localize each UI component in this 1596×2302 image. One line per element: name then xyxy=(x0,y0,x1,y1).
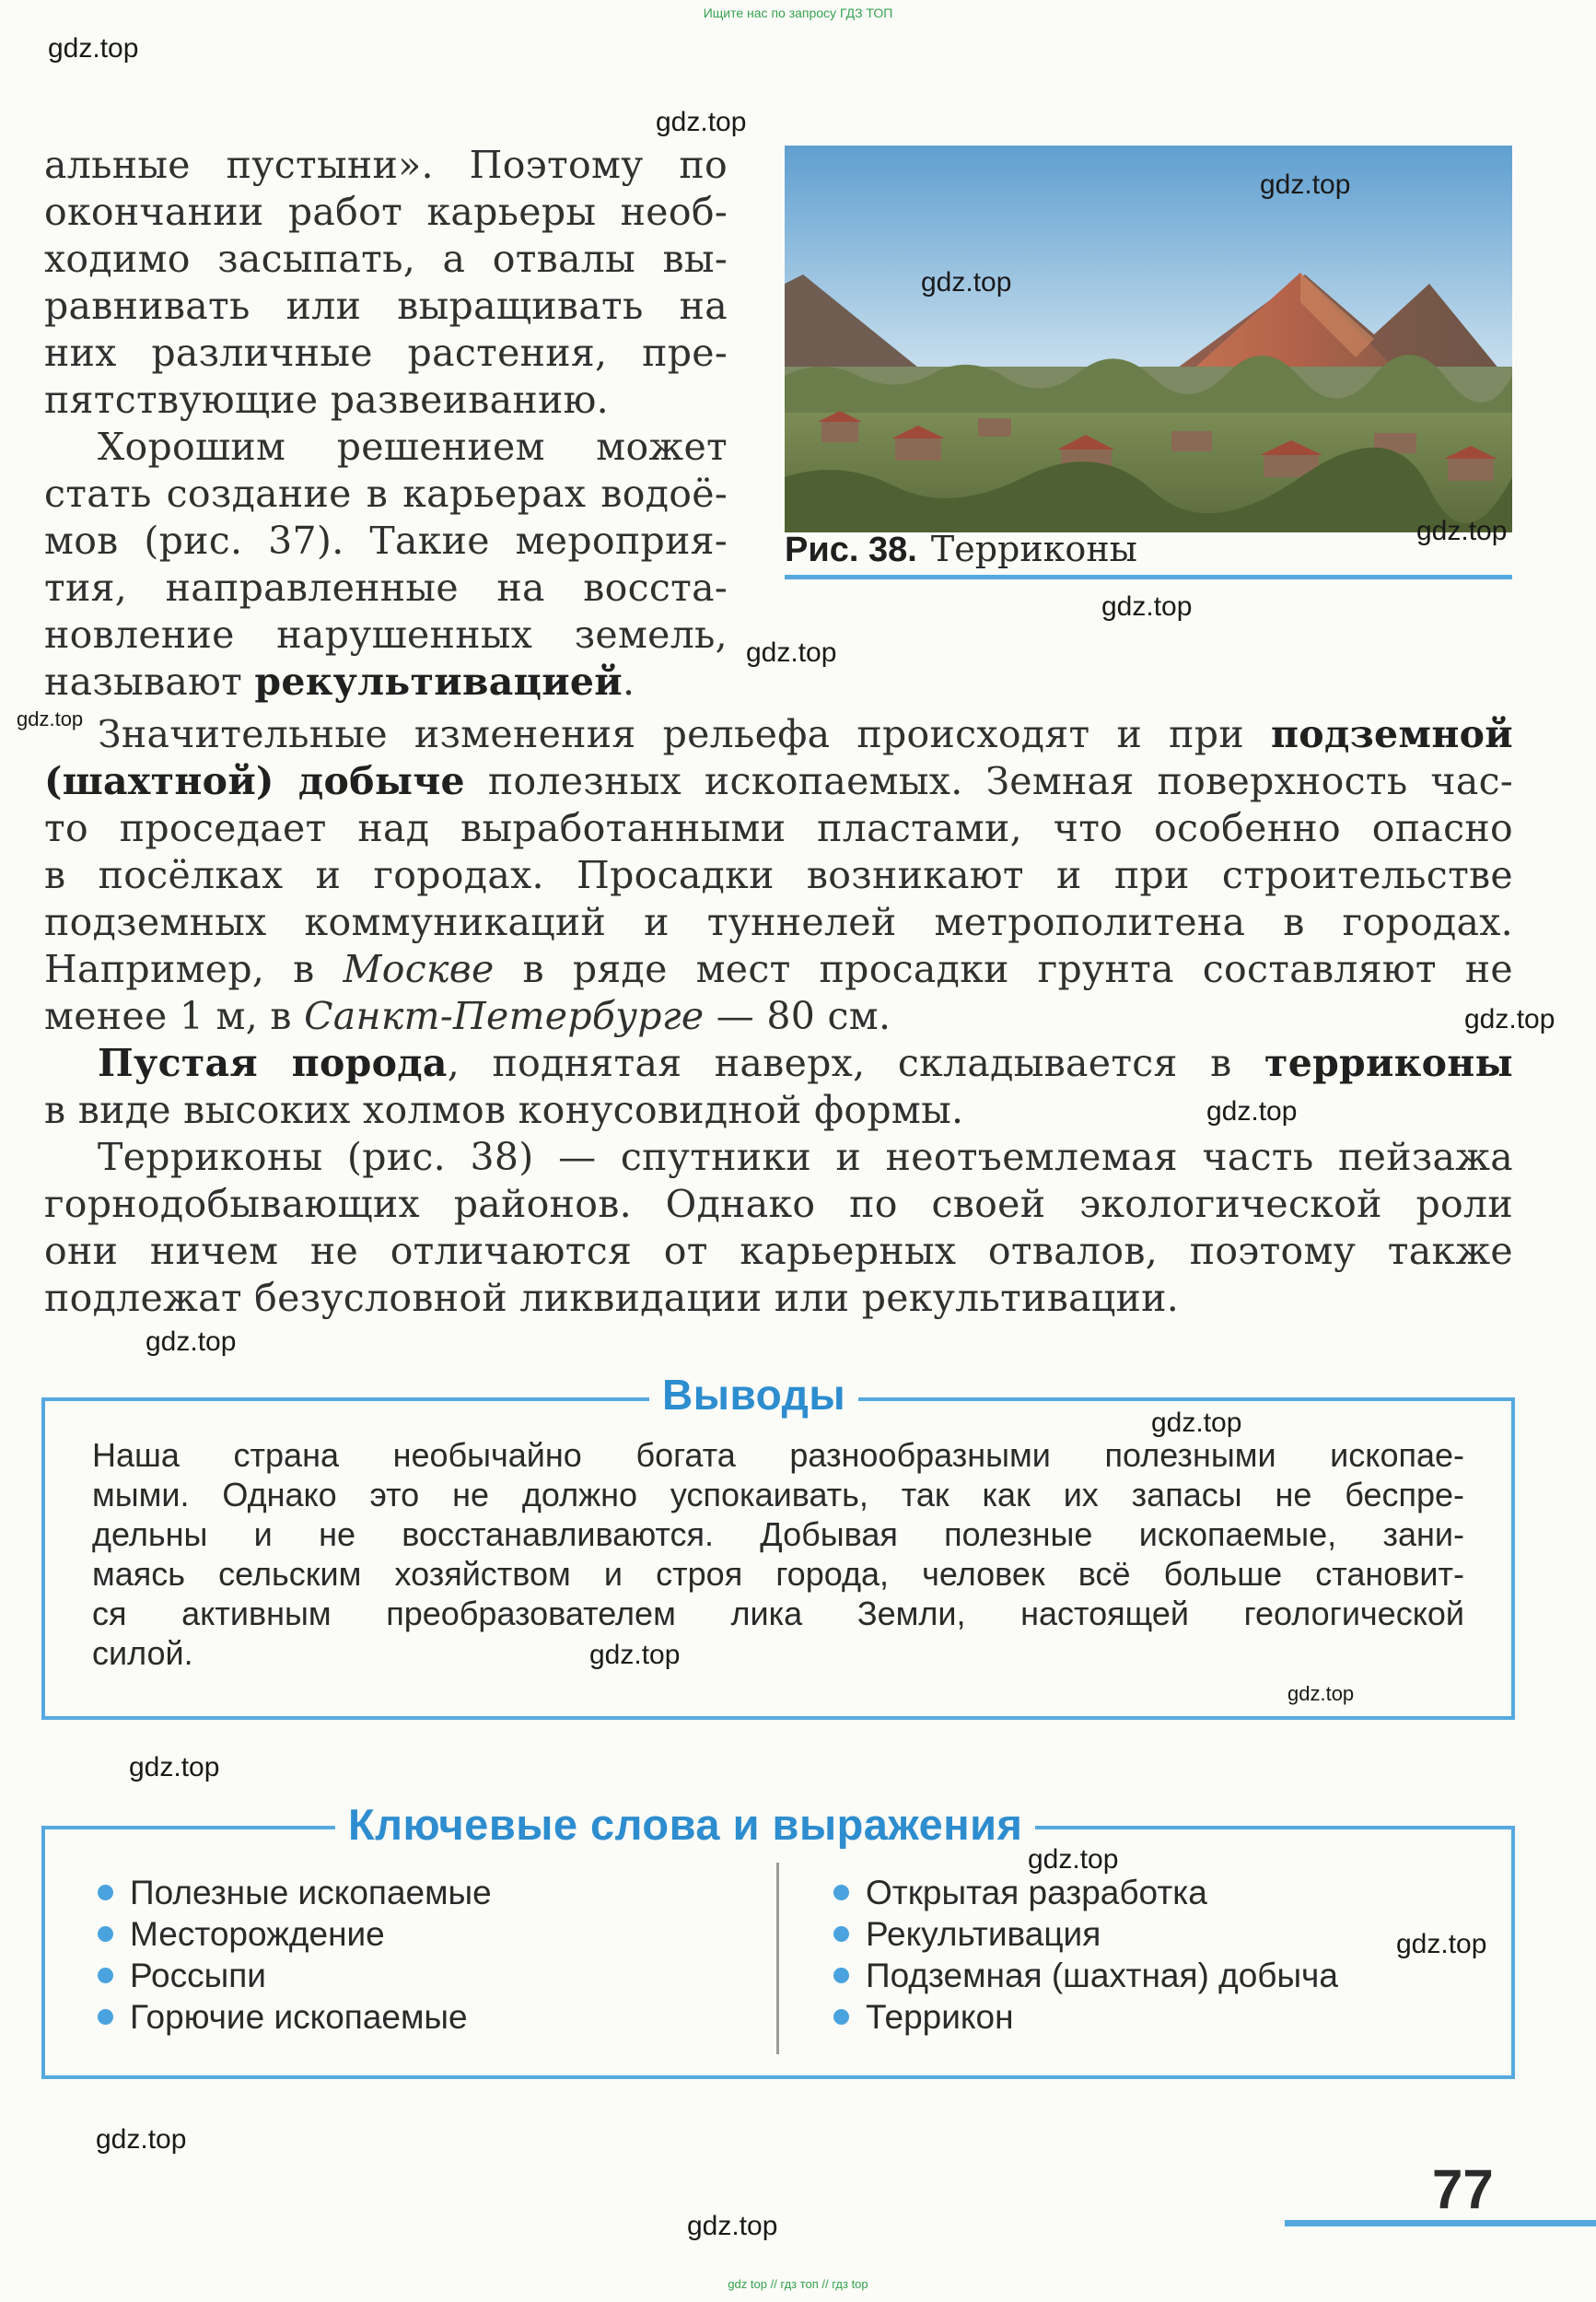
watermark: gdz.top xyxy=(1287,1682,1355,1705)
text-fragment: Например, в xyxy=(44,947,344,991)
text-line: тия, направленные на восста- xyxy=(44,566,728,610)
watermark: gdz.top xyxy=(1416,516,1508,546)
caption-underline xyxy=(785,575,1512,579)
bullet-icon xyxy=(98,1926,113,1942)
text-line: мов (рис. 37). Такие мероприя- xyxy=(44,519,728,563)
terricons-photo xyxy=(785,146,1512,532)
text-line xyxy=(44,659,728,706)
figure-caption xyxy=(785,523,1512,580)
terricons-illustration xyxy=(785,146,1512,532)
conclusions-title: Выводы xyxy=(649,1369,858,1420)
text-line: они ничем не отличаются от карьерных отвалов, поэтому также xyxy=(44,1229,1513,1273)
body-text-main xyxy=(44,711,1513,1322)
city-moscow: Москве xyxy=(343,947,495,991)
conclusion-line: силой. xyxy=(92,1634,193,1672)
watermark: gdz.top xyxy=(746,637,837,668)
watermark: gdz.top xyxy=(1028,1844,1119,1875)
conclusion-line: Наша страна необычайно богата разнообразными полезными ископае- xyxy=(92,1436,1464,1474)
keyword-item xyxy=(833,1996,1338,2038)
text-line: окончании работ карьеры необ- xyxy=(44,190,728,234)
text-line xyxy=(44,993,1513,1040)
keyword-item xyxy=(98,1996,492,2038)
term-mine-extraction: (шахтной) добыче xyxy=(44,759,465,803)
text-line xyxy=(44,758,1513,805)
watermark: gdz.top xyxy=(48,33,139,64)
text-line: новление нарушенных земель, xyxy=(44,613,728,657)
conclusion-line: мыми. Однако это не должно успокаивать, так как их запасы не беспре- xyxy=(92,1476,1464,1513)
text-line: альные пустыни». Поэтому по xyxy=(44,143,728,187)
watermark: gdz.top xyxy=(1396,1929,1487,1959)
term-terricons: терриконы xyxy=(1264,1041,1514,1085)
bullet-icon xyxy=(833,1968,849,1983)
page-number-bar xyxy=(1285,2220,1596,2226)
page-number: 77 xyxy=(1432,2158,1494,2220)
keyword-text: Россыпи xyxy=(130,1957,266,1994)
text-fragment: . xyxy=(623,660,635,704)
bottom-note: gdz top // гдз топ // гдз top xyxy=(728,2277,868,2291)
watermark: gdz.top xyxy=(656,107,747,137)
text-fragment: называют xyxy=(44,660,255,704)
term-waste-rock: Пустая порода xyxy=(98,1041,448,1085)
keyword-text: Месторождение xyxy=(130,1915,385,1953)
text-line xyxy=(44,946,1513,993)
watermark: gdz.top xyxy=(129,1752,220,1782)
text-line: подземных коммуникаций и туннелей метрополитена в городах. xyxy=(44,900,1513,944)
keyword-text: Подземная (шахтная) добыча xyxy=(866,1957,1338,1994)
keywords-left xyxy=(98,1872,492,2038)
text-line: подлежат безусловной ликвидации или рекультивации. xyxy=(44,1276,1180,1320)
bullet-icon xyxy=(98,1968,113,1983)
conclusion-line: дельны и не восстанавливаются. Добывая полезные ископаемые, зани- xyxy=(92,1515,1464,1553)
top-note: Ищите нас по запросу ГДЗ ТОП xyxy=(703,6,893,20)
text-line: пятствующие развеиванию. xyxy=(44,378,609,422)
keyword-text: Террикон xyxy=(866,1998,1014,2036)
keyword-item xyxy=(833,1913,1338,1955)
bullet-icon xyxy=(833,1926,849,1942)
keyword-text: Полезные ископаемые xyxy=(130,1874,492,1911)
text-line: в посёлках и городах. Просадки возникают и при строительстве xyxy=(44,853,1513,897)
conclusions-text xyxy=(92,1435,1464,1673)
text-line: ходимо засыпать, а отвалы вы- xyxy=(44,237,728,281)
text-line: горнодобывающих районов. Однако по своей экологической роли xyxy=(44,1182,1513,1226)
bullet-icon xyxy=(98,2009,113,2025)
bullet-icon xyxy=(833,2009,849,2025)
text-line: Терриконы (рис. 38) — спутники и неотъемлемая часть пейзажа xyxy=(98,1135,1513,1179)
keyword-item xyxy=(833,1955,1338,1996)
text-line: них различные растения, пре- xyxy=(44,331,728,375)
bullet-icon xyxy=(98,1885,113,1900)
keyword-text: Рекультивация xyxy=(866,1915,1101,1953)
term-underground: подземной xyxy=(1270,712,1513,756)
text-line: равнивать или выращивать на xyxy=(44,284,728,328)
figure-caption-text: Терриконы xyxy=(930,529,1137,569)
bullet-icon xyxy=(833,1885,849,1900)
text-fragment: в ряде мест просадки грунта составляют не xyxy=(494,947,1513,991)
watermark: gdz.top xyxy=(1206,1096,1298,1127)
watermark: gdz.top xyxy=(96,2124,187,2155)
text-fragment: менее 1 м, в xyxy=(44,994,305,1038)
text-line: Хорошим решением может xyxy=(98,425,728,469)
watermark: gdz.top xyxy=(1464,1004,1555,1034)
keywords-title: Ключевые слова и выражения xyxy=(335,1798,1035,1852)
text-line xyxy=(44,711,1513,758)
watermark: gdz.top xyxy=(1260,169,1351,200)
keywords-right xyxy=(833,1872,1338,2038)
watermark: gdz.top xyxy=(17,707,84,730)
text-line: то проседает над выработанными пластами, что особенно опасно xyxy=(44,806,1513,850)
term-recultivation: рекультивацией xyxy=(254,660,623,704)
keywords-divider xyxy=(776,1863,779,2054)
watermark: gdz.top xyxy=(589,1640,681,1670)
watermark: gdz.top xyxy=(1101,591,1193,622)
body-text-top xyxy=(44,142,728,706)
city-spb: Санкт-Петербурге xyxy=(304,994,705,1038)
conclusion-line: маясь сельским хозяйством и строя города, человек всё больше становит- xyxy=(92,1555,1464,1593)
text-line: в виде высоких холмов конусовидной формы. xyxy=(44,1088,964,1132)
watermark: gdz.top xyxy=(146,1326,237,1357)
keyword-item xyxy=(98,1913,492,1955)
text-line xyxy=(44,1040,1513,1087)
watermark: gdz.top xyxy=(687,2211,778,2241)
keyword-item xyxy=(98,1955,492,1996)
keyword-text: Горючие ископаемые xyxy=(130,1998,468,2036)
text-fragment: , поднятая наверх, складывается в xyxy=(447,1041,1264,1085)
keyword-item xyxy=(98,1872,492,1913)
text-fragment: полезных ископаемых. Земная поверхность час- xyxy=(464,759,1513,803)
keyword-text: Открытая разработка xyxy=(866,1874,1207,1911)
keyword-item xyxy=(833,1872,1338,1913)
conclusion-line: ся активным преобразователем лика Земли, настоящей геологической xyxy=(92,1595,1464,1632)
text-fragment: — 80 см. xyxy=(704,994,891,1038)
watermark: gdz.top xyxy=(1151,1408,1242,1438)
figure-label: Рис. 38. xyxy=(785,531,917,569)
watermark: gdz.top xyxy=(921,267,1012,298)
text-line: стать создание в карьерах водоё- xyxy=(44,472,728,516)
text-fragment: Значительные изменения рельефа происходят и при xyxy=(98,712,1271,756)
